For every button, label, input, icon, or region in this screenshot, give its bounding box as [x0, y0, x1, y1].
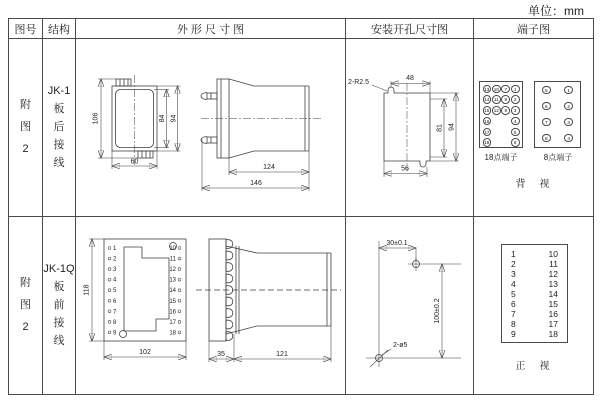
header-mounting: 安装开孔尺寸图	[346, 19, 474, 39]
terminal-pin: 2	[511, 95, 520, 104]
terminal-pin: 8	[501, 95, 510, 104]
structure-char: 板	[53, 281, 65, 293]
terminal-row	[542, 118, 573, 127]
pin-circle	[108, 310, 111, 313]
pin-circle	[178, 299, 181, 302]
pin-circle	[178, 257, 181, 260]
terminal-pin: 5	[542, 86, 551, 95]
pin-circle	[108, 257, 111, 260]
terminal-number: 1	[511, 249, 516, 259]
header-terminal: 端子图	[474, 19, 593, 39]
structure-char: JK-1Q	[43, 263, 75, 275]
unit-label: 单位：mm	[528, 4, 584, 18]
terminal-row	[542, 86, 573, 95]
slot-label: 2-R2.5	[348, 79, 370, 86]
side-view	[196, 239, 341, 362]
pin-circle	[178, 331, 181, 334]
front-view	[84, 239, 187, 360]
pin-label: 7	[113, 309, 117, 316]
terminal-pin: 3	[564, 118, 573, 127]
terminal-pin: 3	[511, 106, 520, 115]
pin-circle	[108, 320, 111, 323]
fig-no-char: 附	[20, 277, 31, 289]
terminal-pin: 6	[542, 102, 551, 111]
terminal-pin: 8	[542, 134, 551, 143]
terminal-pin: 1	[511, 85, 520, 94]
pin-label: 1	[113, 246, 117, 252]
row2-mounting-cell	[346, 217, 474, 394]
fig-no-char: 2	[22, 143, 29, 155]
terminal-row	[483, 128, 520, 137]
terminal-number: 5	[511, 289, 516, 299]
terminal-row	[483, 95, 520, 104]
row1-fig-no-cell	[9, 39, 43, 217]
header-outline: 外 形 尺 寸 图	[76, 19, 346, 39]
pin-circle	[178, 278, 181, 281]
structure-char: 接	[53, 317, 65, 329]
terminal-pin: 11	[493, 97, 499, 103]
row2-structure-cell	[43, 217, 76, 394]
side-view	[201, 79, 321, 191]
terminal-pin: 1	[564, 86, 573, 95]
row2-structure	[43, 217, 75, 394]
row2-fig-no	[9, 217, 42, 394]
row1-outline-cell	[76, 39, 346, 217]
right-pin-labels	[169, 246, 181, 336]
terminal-pin: 15	[484, 108, 490, 114]
mounting-hole-bottom	[120, 331, 127, 338]
terminal-number: 11	[549, 259, 558, 269]
spec-table	[8, 18, 594, 395]
terminal-screw	[226, 274, 233, 283]
pin-circle	[178, 289, 181, 292]
terminal-screw	[226, 309, 233, 318]
terminal-row	[483, 85, 520, 94]
bottom-connector	[138, 151, 153, 158]
row2-terminal-cell	[474, 217, 593, 394]
terminal-row	[483, 117, 520, 126]
pin-circle	[178, 310, 181, 313]
pin-label: 12	[169, 267, 176, 274]
terminal-pin: 4	[564, 134, 573, 143]
pin-circle	[108, 247, 111, 250]
outline-drawing-jk1	[76, 39, 346, 217]
row1-terminal-cell	[474, 39, 593, 217]
front-view-label: 正 视	[515, 361, 552, 372]
fig-no-char: 图	[20, 299, 31, 311]
pin-label: 13	[169, 277, 176, 284]
dim-118: 118	[83, 284, 91, 296]
pin-circle	[108, 299, 111, 302]
structure-char: 板	[53, 103, 65, 115]
terminal-row	[542, 102, 573, 111]
pin-label: 14	[169, 288, 176, 295]
structure-char: 接	[53, 139, 65, 151]
header-structure: 结构	[43, 19, 76, 39]
terminal-pin: 2	[564, 102, 573, 111]
pin-label: 2	[113, 256, 117, 263]
dim-94: 94	[170, 114, 178, 123]
row1-structure	[43, 39, 75, 216]
dim-60: 60	[130, 158, 139, 166]
terminal-number: 13	[548, 279, 558, 289]
terminal-number: 8	[511, 319, 516, 329]
pin-circle	[108, 289, 111, 292]
terminal-pin: 6	[511, 138, 520, 147]
terminal-number: 9	[511, 329, 516, 339]
terminal-number: 3	[511, 269, 516, 279]
dim-146: 146	[250, 180, 262, 187]
pin-circle	[108, 268, 111, 271]
pin-circle	[178, 247, 181, 250]
terminal-left-column	[511, 249, 516, 338]
terminal-right-column	[549, 249, 558, 338]
rear-view-label: 背 视	[515, 179, 552, 190]
terminal-number: 14	[548, 289, 558, 299]
terminal-screw	[226, 251, 233, 260]
pin-circle	[108, 331, 111, 334]
pin-label: 16	[169, 309, 176, 316]
structure-char: 后	[53, 121, 65, 133]
terminal-number: 18	[548, 329, 558, 339]
row1-structure-cell	[43, 39, 76, 217]
terminal-number: 15	[548, 299, 558, 309]
dim-106: 106	[92, 112, 100, 125]
terminal-row	[542, 134, 573, 143]
row1-mounting-cell	[346, 39, 474, 217]
pin-label: 8	[113, 319, 117, 326]
front-view	[93, 75, 181, 169]
fig-no-char: 2	[22, 321, 29, 333]
pin-circle	[108, 278, 111, 281]
row2-fig-no-cell	[9, 217, 43, 394]
dim-100: 100±0.2	[434, 298, 441, 324]
structure-char: JK-1	[47, 85, 71, 97]
terminal-pin: 4	[511, 117, 520, 126]
dim-121: 121	[276, 351, 288, 358]
terminal-pin: 5	[511, 128, 520, 137]
terminal-pin: 12	[493, 108, 499, 114]
pin-label: 5	[113, 288, 117, 295]
terminal-number: 2	[511, 259, 516, 269]
fig-no-char: 附	[20, 99, 31, 111]
terminal-number-box	[501, 244, 568, 343]
top-connector	[116, 79, 131, 86]
terminal-pin: 7	[501, 85, 510, 94]
terminal-screw-bottom	[201, 137, 217, 144]
relay-body-outline	[124, 247, 169, 331]
left-pin-labels	[108, 246, 117, 336]
terminal-pin: 14	[484, 97, 490, 103]
dim-124: 124	[263, 164, 275, 171]
structure-char: 线	[53, 157, 65, 169]
mounting-drawing-jk1	[346, 39, 474, 217]
pin-label: 4	[113, 277, 117, 284]
terminal-pin: 16	[484, 118, 490, 124]
terminal-pin: 10	[493, 86, 499, 92]
terminal-screw-top	[201, 93, 217, 100]
structure-char: 前	[53, 299, 65, 311]
pin-label: 6	[113, 298, 117, 305]
dim-94: 94	[448, 123, 456, 131]
terminal-grid-8	[534, 81, 581, 148]
dim-30: 30±0.1	[386, 240, 408, 247]
outline-drawing-jk1q	[76, 217, 346, 394]
terminal-number: 12	[548, 269, 558, 279]
header-fig-no: 图号	[9, 19, 43, 39]
terminal-grid-18	[479, 81, 523, 148]
terminal-pin: 18	[484, 140, 490, 146]
dim-56: 56	[401, 165, 409, 173]
terminal-pin: 13	[484, 86, 490, 92]
row1-fig-no	[9, 39, 42, 216]
terminal-pin: 9	[501, 106, 510, 115]
row2-outline-cell	[76, 217, 346, 394]
grid18-label: 18点端子	[484, 153, 518, 162]
terminal-row	[483, 106, 520, 115]
dim-84: 84	[159, 114, 166, 123]
terminal-pin: 17	[484, 129, 490, 135]
terminal-row	[483, 138, 520, 147]
terminal-screw	[226, 263, 233, 272]
pin-circle	[178, 268, 181, 271]
dim-102: 102	[139, 349, 151, 356]
terminal-number: 6	[511, 299, 516, 309]
terminal-pin: 7	[542, 118, 551, 127]
terminal-number: 7	[511, 309, 516, 319]
grid8-label: 8点端子	[543, 153, 573, 162]
pin-label: 18	[169, 330, 176, 337]
structure-char: 线	[53, 335, 65, 347]
terminal-number: 16	[548, 309, 558, 319]
pin-label: 17	[169, 319, 176, 326]
terminal-number: 17	[548, 319, 558, 329]
pin-label: 15	[169, 298, 176, 305]
pin-label: 10	[169, 246, 176, 252]
terminal-number: 4	[511, 279, 516, 289]
pin-circle	[178, 320, 181, 323]
dim-35: 35	[217, 351, 225, 358]
terminal-number: 10	[548, 249, 558, 259]
terminal-screw	[226, 320, 233, 329]
pin-label: 9	[113, 330, 117, 337]
mounting-drawing-jk1q	[346, 217, 474, 394]
fig-no-char: 图	[20, 121, 31, 133]
pin-label: 11	[169, 256, 176, 263]
hole-label: 2-ø5	[393, 342, 408, 349]
terminal-screw	[226, 297, 233, 306]
dim-81: 81	[436, 124, 444, 132]
dim-48: 48	[406, 75, 414, 82]
pin-label: 3	[113, 267, 117, 274]
